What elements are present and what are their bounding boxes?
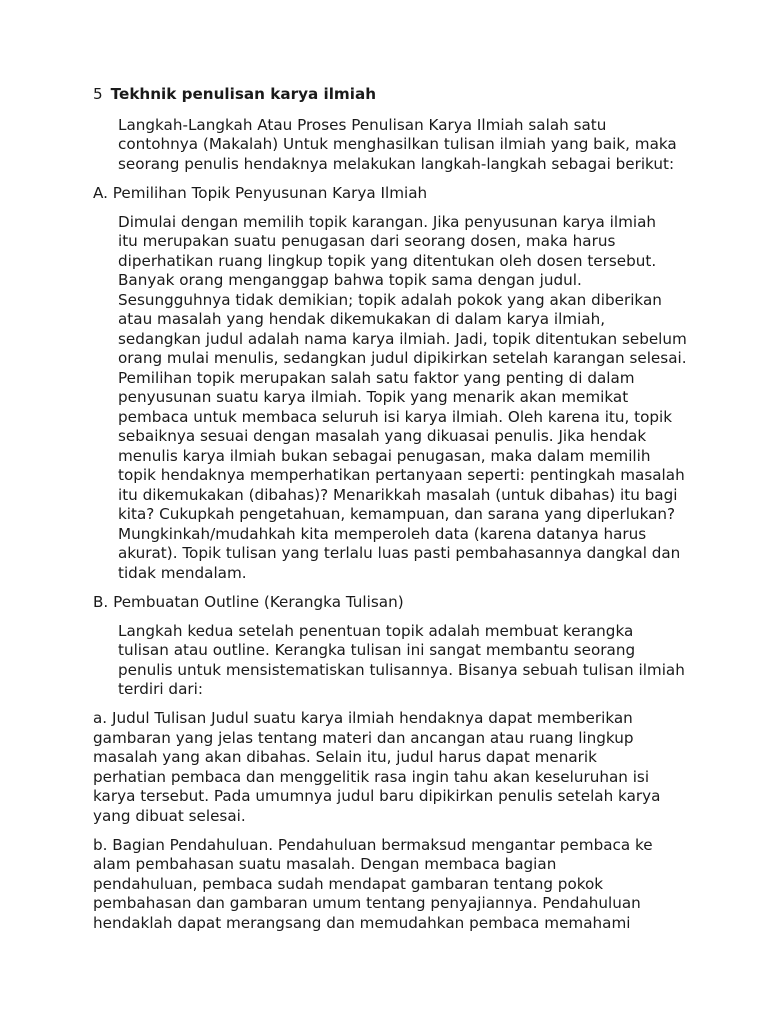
subsection-heading (93, 184, 683, 204)
text-line: Sesungguhnya tidak demikian; topik adalah pokok yang akan diberikan (118, 290, 662, 309)
text-line: topik hendaknya memperhatikan pertanyaan seperti: pentingkah masalah (118, 466, 685, 484)
text-line: b. Bagian Pendahuluan. Pendahuluan bermaksud mengantar pembaca ke (93, 835, 653, 854)
section-title: Tekhnik penulisan karya ilmiah (110, 85, 377, 103)
text-line: sebaiknya sesuai dengan masalah yang dikuasai penulis. Jika hendak (118, 427, 647, 445)
paragraph (93, 116, 683, 175)
text-line: kita? Cukupkah pengetahuan, kemampuan, dan sarana yang diperlukan? (118, 505, 676, 523)
paragraph (93, 622, 683, 700)
paragraph (93, 836, 683, 934)
text-line: Langkah-Langkah Atau Proses Penulisan Karya Ilmiah salah satu (118, 115, 607, 134)
text-line: akurat). Topik tulisan yang terlalu luas pasti pembahasannya dangkal dan (118, 544, 681, 562)
text-line: Dimulai dengan memilih topik karangan. Jika penyusunan karya ilmiah (118, 212, 657, 231)
text-line: Mungkinkah/mudahkah kita memperoleh data (karena datanya harus (118, 524, 647, 543)
paragraph-list (93, 115, 687, 934)
text-line: sedangkan judul adalah nama karya ilmiah. Jadi, topik ditentukan sebelum (118, 329, 687, 348)
text-line: Langkah kedua setelah penentuan topik adalah membuat kerangka (118, 621, 634, 640)
text-line: orang mulai menulis, sedangkan judul dipikirkan setelah karangan selesai. (118, 349, 687, 367)
text-line: menulis karya ilmiah bukan sebagai penugasan, maka dalam memilih (118, 446, 651, 465)
text-line: gambaran yang jelas tentang materi dan ancangan atau ruang lingkup (93, 728, 634, 747)
text-line: terdiri dari: (118, 680, 203, 698)
text-line: tulisan atau outline. Kerangka tulisan ini sangat membantu seorang (118, 641, 636, 659)
text-line: alam pembahasan suatu masalah. Dengan membaca bagian (93, 855, 557, 873)
text-line: B. Pembuatan Outline (Kerangka Tulisan) (93, 592, 404, 611)
text-line: pendahuluan, pembaca sudah mendapat gambaran tentang pokok (93, 874, 604, 893)
text-line: hendaklah dapat merangsang dan memudahkan pembaca memahami (93, 913, 631, 932)
text-line: penulis untuk mensistematiskan tulisannya. Bisanya sebuah tulisan ilmiah (118, 660, 685, 679)
text-line: yang dibuat selesai. (93, 806, 246, 825)
text-line: diperhatikan ruang lingkup topik yang ditentukan oleh dosen tersebut. (118, 251, 657, 270)
text-line: a. Judul Tulisan Judul suatu karya ilmiah hendaknya dapat memberikan (93, 709, 633, 727)
text-line: masalah yang akan dibahas. Selain itu, judul harus dapat menarik (93, 748, 597, 766)
text-line: atau masalah yang hendak dikemukakan di dalam karya ilmiah, (118, 310, 606, 328)
text-line: Banyak orang menganggap bahwa topik sama dengan judul. (118, 271, 582, 289)
text-line: tidak mendalam. (118, 563, 247, 582)
text-line: karya tersebut. Pada umumnya judul baru dipikirkan penulis setelah karya (93, 787, 661, 805)
text-line: seorang penulis hendaknya melakukan langkah-langkah sebagai berikut: (118, 154, 675, 173)
section-number: 5 (93, 85, 103, 103)
text-line: pembaca untuk membaca seluruh isi karya ilmiah. Oleh karena itu, topik (118, 407, 673, 426)
text-line: Pemilihan topik merupakan salah satu faktor yang penting di dalam (118, 368, 635, 387)
text-line: A. Pemilihan Topik Penyusunan Karya Ilmiah (93, 183, 428, 202)
text-line: penyusunan suatu karya ilmiah. Topik yang menarik akan memikat (118, 388, 629, 406)
text-line: perhatian pembaca dan menggelitik rasa ingin tahu akan keseluruhan isi (93, 767, 650, 786)
paragraph (93, 709, 683, 826)
text-line: itu merupakan suatu penugasan dari seorang dosen, maka harus (118, 232, 616, 250)
paragraph (93, 212, 687, 584)
text-line: pembahasan dan gambaran umum tentang penyajiannya. Pendahuluan (93, 894, 641, 912)
document-body (93, 85, 687, 933)
text-line: contohnya (Makalah) Untuk menghasilkan tulisan ilmiah yang baik, maka (118, 135, 677, 153)
text-line: itu dikemukakan (dibahas)? Menarikkah masalah (untuk dibahas) itu bagi (118, 485, 678, 504)
subsection-heading (93, 593, 683, 613)
section-heading (93, 85, 683, 105)
